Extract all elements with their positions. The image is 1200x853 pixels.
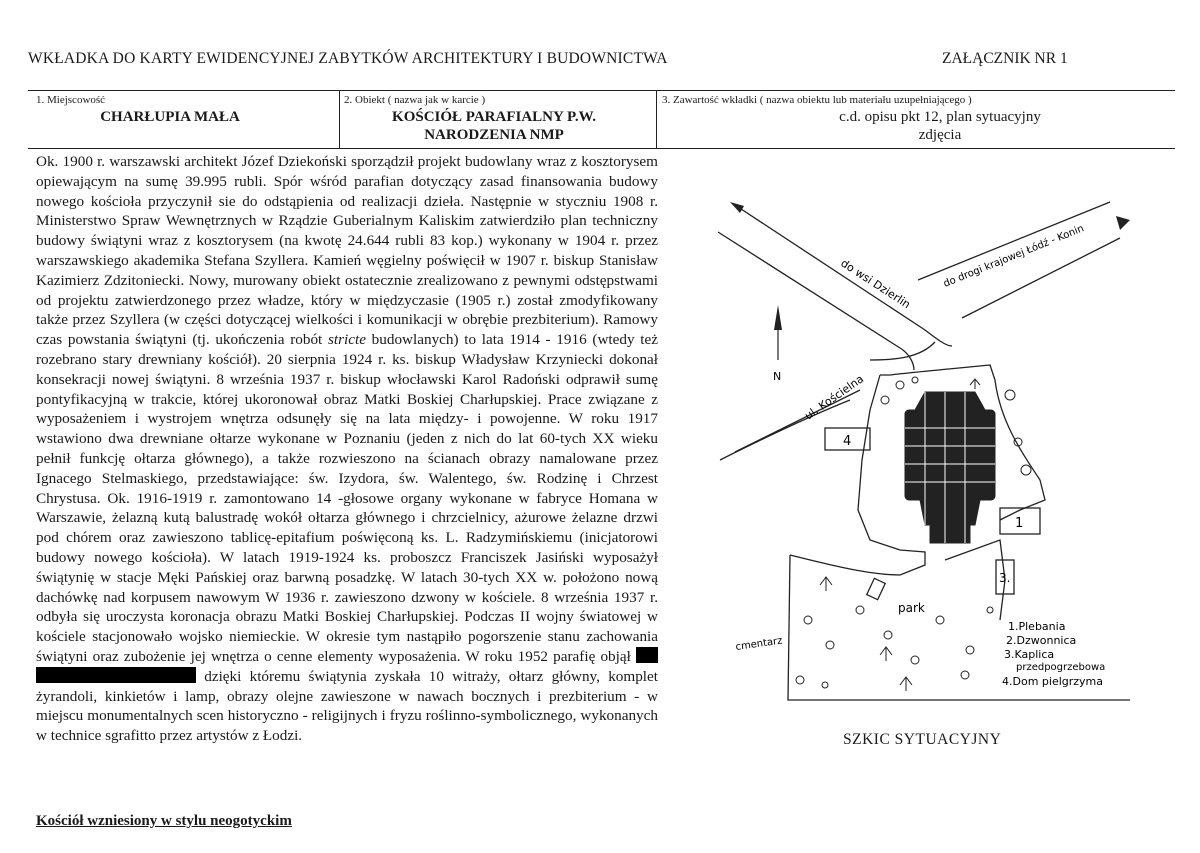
road-left-label: do wsi Dzierlin bbox=[838, 256, 913, 312]
building-2 bbox=[867, 578, 885, 599]
building-1-label: 1 bbox=[1015, 516, 1024, 531]
legend-item-1: 1.Plebania bbox=[1008, 620, 1066, 633]
cemetery-label: cmentarz bbox=[734, 635, 784, 653]
legend-item-3b: przedpogrzebowa bbox=[1016, 662, 1106, 673]
field-object-value-2: NARODZENIA NMP bbox=[424, 127, 564, 143]
field-location-value: CHARŁUPIA MAŁA bbox=[100, 109, 240, 125]
arrow-right bbox=[1116, 216, 1130, 230]
north-label: N bbox=[773, 370, 782, 383]
style-note: Kościół wzniesiony w stylu neogotyckim bbox=[36, 813, 292, 829]
road-left-lower bbox=[718, 232, 914, 370]
legend-item-3: 3.Kaplica bbox=[1004, 648, 1055, 661]
street-upper bbox=[870, 342, 935, 360]
redaction-box-1 bbox=[636, 647, 658, 663]
table-divider-1 bbox=[339, 90, 340, 148]
legend-item-2: 2.Dzwonnica bbox=[1006, 634, 1077, 647]
arrow-left bbox=[730, 202, 744, 213]
north-arrow-head bbox=[774, 305, 782, 330]
history-text-part1: Ok. 1900 r. warszawski architekt Józef Dziekoński sporządził projekt budowlany wraz z kosztorysem opiewającym na sumę 39.995 rubli. Spór wśród parafian dotyczący zasad finansowania budowy nowego kościoła przyczynił sie do odstąpienia od realizacji dzieła. Następnie w styczniu 1908 r. Ministerstwo Spraw Wewnętrznych w Rządzie Guberialnym Kaliskim zatwierdziło plan techniczny budowy świątyni wraz z kosztorysem (na kwotę 24.644 rubli 83 kop.) wykonany w 1904 r. przez warszawskiego akademika Stefana Szyllera. Kamień węgielny poświęcił w 1907 r. biskup Stanisław Kazimierz Zdzitoniecki. Nowy, murowany obiekt ostatecznie zrealizowano z pewnymi odstępstwami od projektu zatwierdzonego przez władze, który w międzyczasie (1905 r.) został zmodyfikowany także przez Szyllera (w części dotyczącej wielkości i komunikacji w obrębie prezbiterium). Ramowy czas powstania świątyni (tj. ukończenia robót bbox=[36, 153, 658, 349]
building-3-label: 3. bbox=[999, 571, 1011, 585]
table-top-border bbox=[28, 90, 1175, 91]
table-bottom-border bbox=[28, 148, 1175, 149]
sketch-caption: SZKIC SYTUACYJNY bbox=[843, 731, 1002, 748]
history-text-italic: stricte bbox=[327, 331, 366, 349]
annex-label: ZAŁĄCZNIK NR 1 bbox=[942, 50, 1068, 67]
road-right-label: do drogi krajowej Łódź - Konin bbox=[942, 223, 1086, 290]
field-object-label: 2. Obiekt ( nazwa jak w karcie ) bbox=[344, 94, 486, 106]
church-plan bbox=[905, 392, 995, 543]
field-object-value-1: KOŚCIÓŁ PARAFIALNY P.W. bbox=[392, 109, 596, 125]
site-sketch bbox=[700, 180, 1180, 720]
history-text-part3: dzięki któremu świątynia zyskała 10 witraży, ołtarz główny, komplet żyrandoli, kinkietów i lamp, obrazy olejne zawieszone w nawach bocznych i prezbiterium - w miejscu monumentalnych scen historyczno - religijnych i fryzu roślinno-symbolicznego, wykonanych w technice sgrafitto przez artystów z Łodzi. bbox=[36, 667, 658, 745]
building-4-label: 4 bbox=[843, 434, 852, 449]
table-divider-2 bbox=[656, 90, 657, 148]
street-label: ul. Kościelna bbox=[802, 372, 867, 423]
legend-item-4: 4.Dom pielgrzyma bbox=[1002, 675, 1104, 688]
redaction-box-2 bbox=[36, 667, 196, 683]
history-text-part2: budowlanych) to lata 1914 - 1916 (wtedy też rozebrano stary drewniany kościół). 20 sierpnia 1924 r. ks. biskup Władysław Krzyniecki dokonał konsekracji nowej świątyni. 8 września 1937 r. biskup włocławski Karol Radoński odprawił sumę pontyfikacyjną w trakcie, której ukoronował obraz Matki Boskiej Charłupskiej. Prace związane z wyposażeniem i wystrojem wnętrza odsunęły się na lata między- i powojenne. W roku 1917 wstawiono dwa drewniane ołtarze wykonane w Poznaniu (jeden z nich do lat 60-tych XX wieku pełnił funkcję ołtarza głównego), a także rozwieszono na ścianach obrazy namalowane przez Ignacego Stelmaskiego, przedstawiające: św. Izydora, św. Walentego, św. Rodzinę i Chrzest Chrystusa. Ok. 1916-1919 r. zamontowano 14 -głosowe organy wykonane w fabryce Homana w Warszawie, żelazną kutą balustradę wokół ołtarza głównego i chrzcielnicy, ażurowe żelazne drzwi pod chórem oraz zawieszono tablicę-epitafium poświęconą ks. L. Radzymińskiemu (inicjatorowi budowy nowego kościoła). W latach 1919-1924 ks. proboszcz Franciszek Jasiński wyposażył świątynię w stacje Męki Pańskiej oraz barwną posadzkę. W latach 30-tych XX w. położono nową dachówkę nad korpusem nawowym W 1936 r. zawieszono dzwony w kościele. 8 września 1937 r. odbyła się uroczysta koronacja obrazu Matki Boskiej Charłupskiej. Podczas II wojny światowej w kościele stacjonowało wojsko niemieckie. W okresie tym nastąpiło pogorszenie stanu zachowania świątyni oraz zubożenie jej wnętrza o cenne elementy wyposażenia. W roku 1952 parafię objął bbox=[36, 331, 658, 665]
park-label: park bbox=[898, 601, 925, 615]
road-right-upper bbox=[918, 202, 1110, 280]
field-contents-value-2: zdjęcia bbox=[918, 127, 962, 143]
history-text bbox=[36, 152, 658, 746]
road-left-upper bbox=[735, 205, 952, 346]
document-title: WKŁADKA DO KARTY EWIDENCYJNEJ ZABYTKÓW ARCHITEKTURY I BUDOWNICTWA bbox=[28, 50, 668, 67]
field-contents-value-1: c.d. opisu pkt 12, plan sytuacyjny bbox=[839, 109, 1041, 125]
street-lower-2 bbox=[720, 400, 850, 460]
field-contents-label: 3. Zawartość wkładki ( nazwa obiektu lub materiału uzupełniającego ) bbox=[662, 94, 972, 106]
field-location-label: 1. Miejscowość bbox=[36, 94, 106, 106]
